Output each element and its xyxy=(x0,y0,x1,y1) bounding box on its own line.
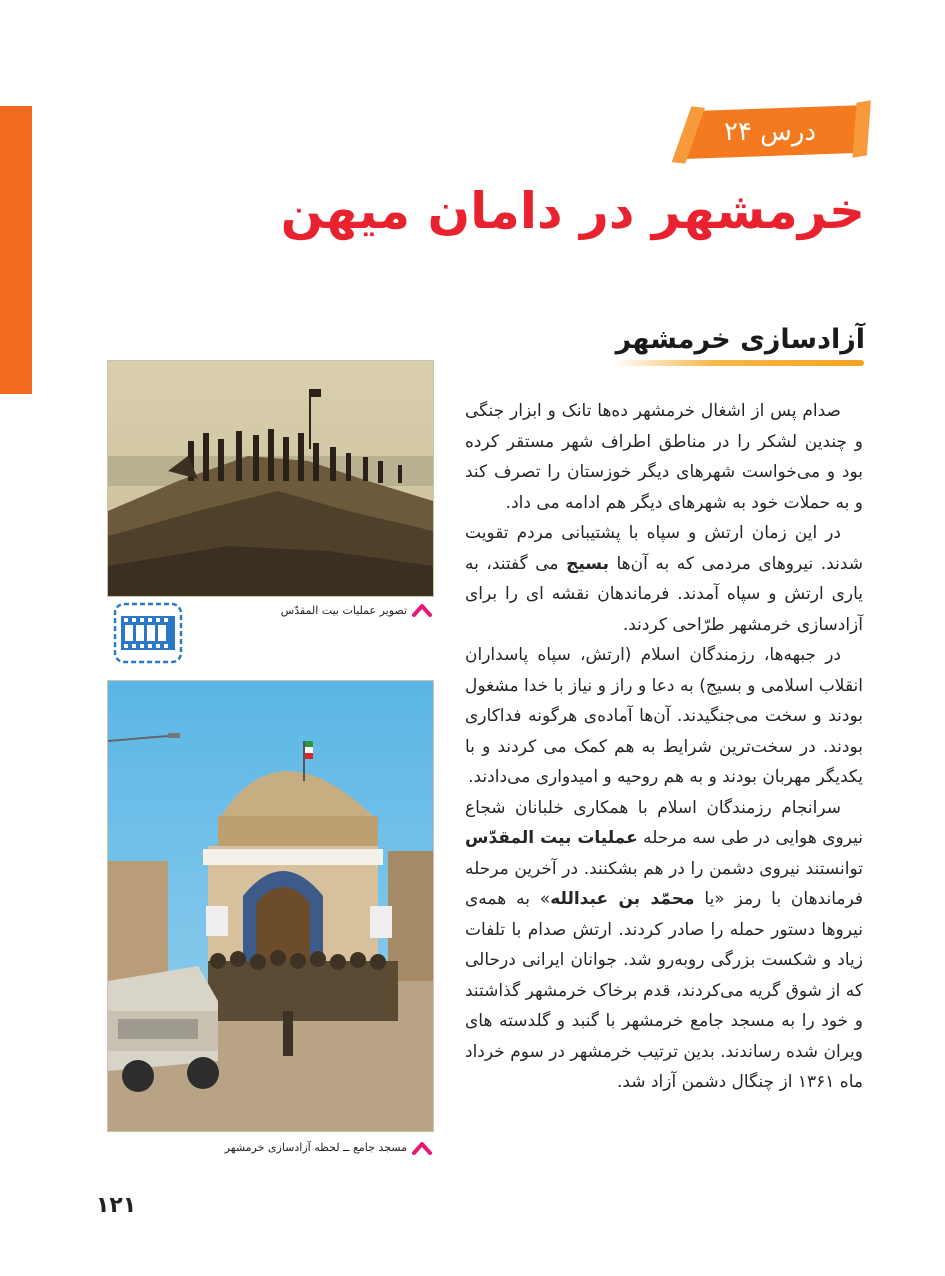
battle-photo xyxy=(107,360,434,597)
caption-arrow-icon xyxy=(412,603,432,617)
caption-arrow-icon xyxy=(412,1141,432,1155)
paragraph-2: در این زمان ارتش و سپاه با پشتیبانی مردم تقویت شدند. نیروهای مردمی که به آن‌ها بسیج می گفتند، به یاری ارتش و سپاه آمدند. فرماندهان نقشه ای را برای آزادسازی خرمشهر طرّاحی کردند. xyxy=(465,523,863,635)
paragraph-1: صدام پس از اشغال خرمشهر ده‌ها تانک و ابزار جنگی و چندین لشکر را در مناطق اطراف شهر مستقر کرده بود و می‌خواست شهرهای دیگر خوزستان را تصرف کند و به حملات خود به شهرهای دیگر هم ادامه می داد. xyxy=(465,401,863,513)
section-title: آزادسازی خرمشهر xyxy=(615,324,865,355)
mosque-photo xyxy=(107,680,434,1132)
side-tab xyxy=(0,106,32,394)
photo-caption-2: مسجد جامع ــ لحظه آزادسازی خرمشهر xyxy=(224,1141,407,1154)
page-title: خرمشهر در دامان میهن xyxy=(280,182,865,240)
photo-caption-1: تصویر عملیات بیت المقدّس xyxy=(280,604,407,617)
body-text xyxy=(465,396,863,1098)
paragraph-3: در جبهه‌ها، رزمندگان اسلام (ارتش، سپاه پاسداران انقلاب اسلامی و بسیج) به دعا و راز و نیاز با خدا مشغول بودند و سخت می‌جنگیدند. آن‌ها آماده‌ی هرگونه فداکاری بودند. در سخت‌ترین شرایط به هم کمک می کردند و با یکدیگر مهربان بودند و به هم روحیه و امیدواری می‌دادند. xyxy=(465,645,863,787)
section-underline xyxy=(612,360,864,366)
page-number: ۱۲۱ xyxy=(96,1193,137,1218)
film-icon[interactable] xyxy=(113,602,183,664)
paragraph-4: سرانجام رزمندگان اسلام با همکاری خلبانان شجاع نیروی هوایی در طی سه مرحله عملیات بیت المقدّس توانستند نیروی دشمن را در هم بشکنند. در آخرین مرحله فرماندهان با رمز «یا محمّد بن عبدالله» به همه‌ی نیروها دستور حمله را صادر کردند. ارتش صدام با تلفات زیاد و شکست بزرگی روبه‌رو شد. جوانان ایرانی درحالی که از شوق گریه می‌کردند، قدم برخاک خرمشهر گذاشتند و خود را به مسجد جامع خرمشهر با گنبد و گلدسته های ویران شده رساندند. بدین ترتیب خرمشهر در سوم خرداد ماه ۱۳۶۱ از چنگال دشمن آزاد شد. xyxy=(465,797,863,1092)
lesson-number: درس ۲۴ xyxy=(723,117,817,147)
